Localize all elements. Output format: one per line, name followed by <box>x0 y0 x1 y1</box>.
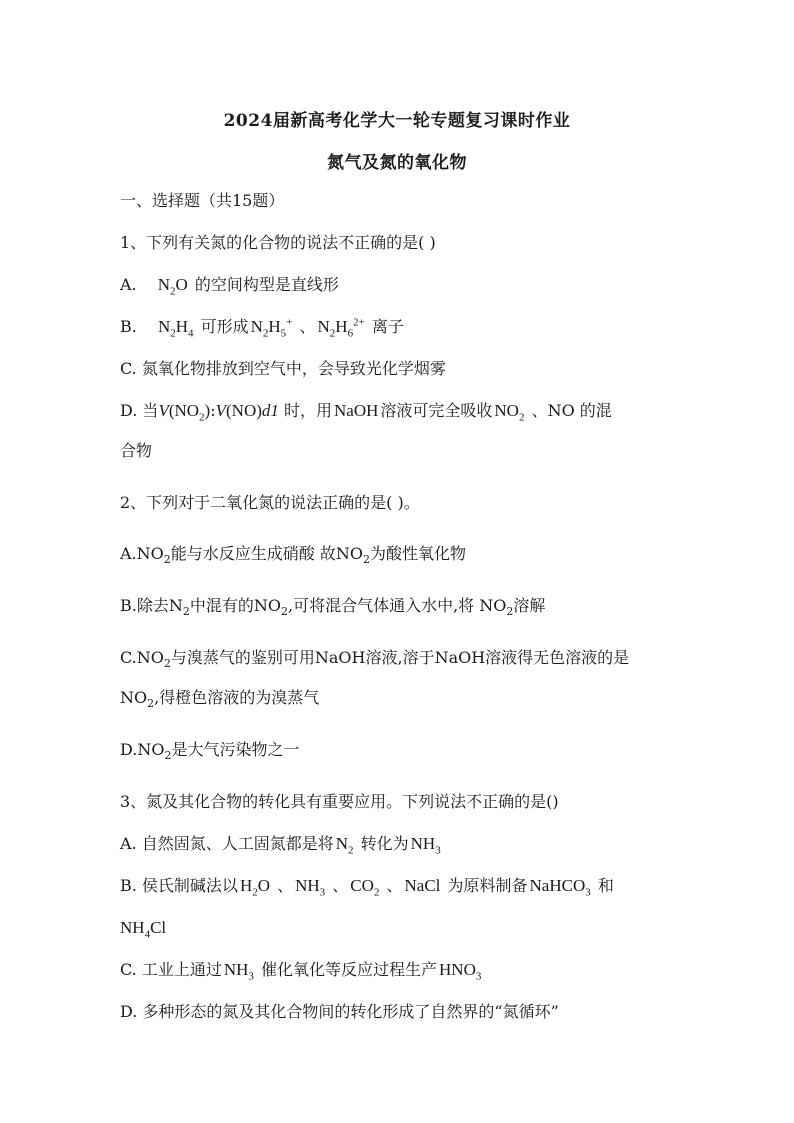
formula-n2h6-2plus: $N_2H_6^{2+}$ <box>317 316 365 340</box>
q3-option-b-cont <box>120 917 680 939</box>
q1-option-a: A. $N_2O$ 的空间构型是直线形 <box>120 275 339 298</box>
q1-stem: 1、下列有关氮的化合物的说法不正确的是( ) <box>120 233 436 252</box>
q2-option-c: $C.NO_2$与溴蒸气的鉴别可用NaOH溶液,溶于NaOH溶液得无色溶液的是 <box>120 648 630 671</box>
formula-n2h5-plus: $N_2H_5^+$ <box>250 316 293 340</box>
q1-option-b: B. $N_2H_4$ 可形成 $N_2H_5^+$ 、 $N_2H_6^{2+}$ 离子 <box>120 316 404 340</box>
formula-n2: $N_2$ <box>335 834 354 857</box>
formula-h2o: $H_2O$ <box>239 876 270 899</box>
q3-option-a: A. 自然固氮、人工固氮都是将 $N_2$ 转化为 $NH_3$ <box>120 834 441 857</box>
formula-nh3: $NH_3$ <box>410 834 441 857</box>
q3-option-b: B. 侯氏制碱法以 $H_2O$ 、 $NH_3$ 、 $CO_2$ 、 NaCl 为原料制备 NaHCO$_3$ 和 <box>120 876 614 899</box>
formula-hno3: $HNO_3$ <box>439 960 482 983</box>
formula-nahco3: NaHCO$_3$ <box>529 876 591 899</box>
formula-no2: $NO_2$ <box>494 401 525 424</box>
document-subtitle: 氮气及氮的氧化物 <box>327 153 467 173</box>
q3-stem: 3、氮及其化合物的转化具有重要应用。下列说法不正确的是() <box>120 792 559 811</box>
q1-option-c: C. 氮氧化物排放到空气中，会导致光化学烟雾 <box>120 359 446 378</box>
formula-n2h4: $N_2H_4$ <box>157 317 194 340</box>
q2-option-a: $A.NO_2$能与水反应生成硝酸 故$NO_2$为酸性氧化物 <box>120 544 466 567</box>
q2-option-c-cont: $NO_2$,得橙色溶液的为溴蒸气 <box>120 688 320 711</box>
q2-option-d: $D.NO_2$是大气污染物之一 <box>120 740 300 763</box>
q1-option-d: D. 当$V(NO_2):V(NO)d1$ 时，用 NaOH 溶液可完全吸收 $NO_2$ 、NO 的混 <box>120 401 612 424</box>
q3-option-c: C. 工业上通过 $NH_3$ 催化氧化等反应过程生产 $HNO_3$ <box>120 960 482 983</box>
formula-co2: $CO_2$ <box>350 876 380 899</box>
formula-nacl: NaCl <box>404 876 441 895</box>
formula-nh4cl: $NH_4Cl$ <box>120 918 167 941</box>
formula-n2o: $N_2O$ <box>157 275 188 298</box>
q2-option-b: B.除去$N_2$中混有的$NO_2$,可将混合气体通入水中,将 $NO_2$溶解 <box>120 596 546 619</box>
section-heading: 一、选择题（共15题） <box>120 191 285 210</box>
formula-nh3: $NH_3$ <box>295 876 326 899</box>
formula-nh3: $NH_3$ <box>223 960 254 983</box>
q3-option-d: D. 多种形态的氮及其化合物间的转化形成了自然界的“氮循环” <box>120 1002 559 1021</box>
q2-stem: 2、下列对于二氧化氮的说法正确的是( )。 <box>120 493 420 512</box>
q1-option-d-cont: 合物 <box>120 441 153 460</box>
document-title: 2024届新高考化学大一轮专题复习课时作业 <box>223 111 571 131</box>
